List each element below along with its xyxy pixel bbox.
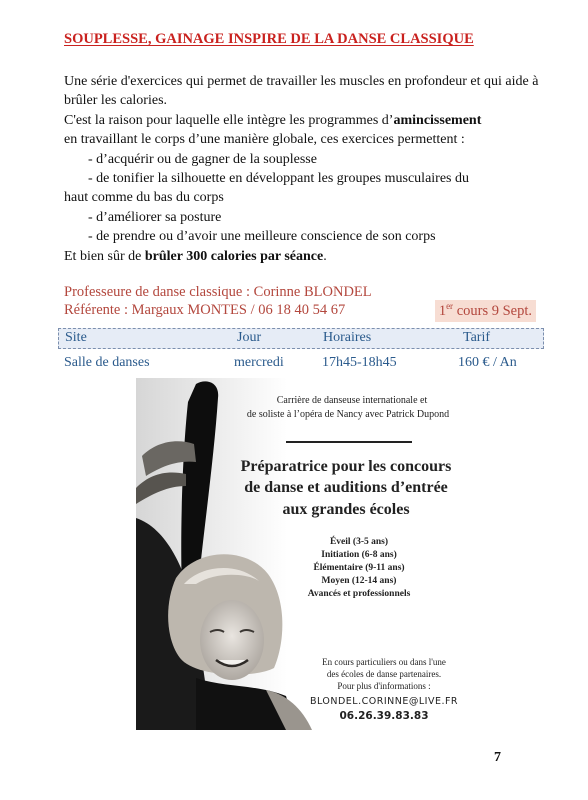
calories-bold: brûler 300 calories par séance bbox=[144, 248, 324, 264]
header-horaires: Horaires bbox=[323, 330, 372, 345]
table-header bbox=[58, 328, 544, 349]
intro-line-2: C'est la raison pour laquelle elle intègre les programmes d’amincissement bbox=[64, 112, 482, 128]
dance-teacher-flyer bbox=[136, 378, 472, 730]
info-line-3: Pour plus d'informations : bbox=[337, 681, 431, 691]
level-item: Éveil (3-5 ans) bbox=[329, 537, 389, 547]
referent-line: Référente : Margaux MONTES / 06 18 40 54 67 bbox=[64, 302, 346, 318]
flyer-divider bbox=[286, 441, 412, 443]
flyer-heading-3: aux grandes écoles bbox=[282, 501, 410, 518]
teacher-line: Professeure de danse classique : Corinne BLONDEL bbox=[64, 284, 372, 300]
description bbox=[64, 72, 544, 266]
header-site: Site bbox=[65, 330, 87, 345]
bullet-item: - de prendre ou d’avoir une meilleure conscience de son corps bbox=[88, 229, 436, 245]
table-row bbox=[58, 349, 544, 373]
info-line-2: des écoles de danse partenaires. bbox=[326, 669, 442, 679]
bullet-item: - d’acquérir ou de gagner de la souplesse bbox=[88, 151, 317, 167]
info-line-1: En cours particuliers ou dans l'une bbox=[322, 657, 446, 667]
contact-phone: 06.26.39.83.83 bbox=[339, 710, 429, 722]
level-item: Moyen (12-14 ans) bbox=[321, 576, 397, 586]
contact-email: BLONDEL.CORINNE@LIVE.FR bbox=[309, 696, 459, 707]
closing-line: Et bien sûr de brûler 300 calories par séance. bbox=[64, 248, 327, 264]
bullet-item-continuation: haut comme du bas du corps bbox=[64, 190, 224, 206]
schedule-table bbox=[58, 328, 544, 373]
cell-horaires: 17h45-18h45 bbox=[322, 355, 397, 370]
referent-row bbox=[64, 302, 536, 319]
intro-line-1: Une série d'exercices qui permet de travailler les muscles en profondeur et qui aide à brûler les calories. bbox=[64, 74, 539, 109]
career-line-2: de soliste à l’opéra de Nancy avec Patrick Dupond bbox=[246, 409, 450, 420]
bullet-item: - de tonifier la silhouette en développant les groupes musculaires du bbox=[88, 171, 470, 187]
header-jour: Jour bbox=[237, 330, 262, 345]
amincissement-bold: amincissement bbox=[393, 112, 482, 128]
level-item: Élémentaire (9-11 ans) bbox=[313, 563, 405, 573]
portrait-face bbox=[200, 600, 264, 680]
cell-site: Salle de danses bbox=[64, 355, 150, 370]
bullet-item: - d’améliorer sa posture bbox=[88, 209, 222, 225]
start-date-badge: 1er cours 9 Sept. bbox=[435, 300, 536, 322]
level-item: Avancés et professionnels bbox=[307, 589, 411, 599]
header-tarif: Tarif bbox=[463, 330, 491, 345]
career-line-1: Carrière de danseuse internationale et bbox=[276, 395, 428, 406]
flyer-heading-1: Préparatrice pour les concours bbox=[240, 458, 452, 475]
cell-jour: mercredi bbox=[234, 355, 284, 370]
level-item: Initiation (6-8 ans) bbox=[321, 550, 397, 560]
intro-line-3: en travaillant le corps d’une manière globale, ces exercices permettent : bbox=[64, 132, 465, 148]
page-number: 7 bbox=[494, 750, 501, 765]
flyer-heading-2: de danse et auditions d’entrée bbox=[244, 479, 448, 496]
cell-tarif: 160 € / An bbox=[458, 355, 517, 370]
page-title: SOUPLESSE, GAINAGE INSPIRE DE LA DANSE CLASSIQUE bbox=[64, 31, 474, 47]
